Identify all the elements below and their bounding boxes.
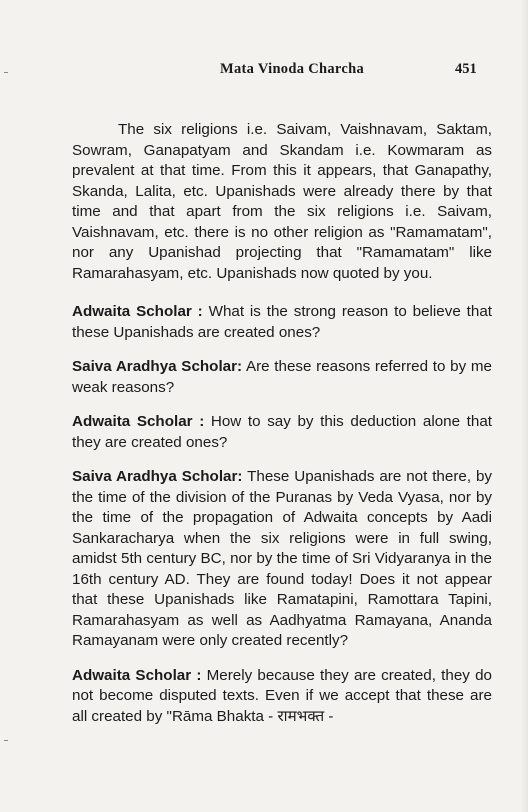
running-title: Mata Vinoda Charcha xyxy=(220,61,365,77)
margin-mark xyxy=(4,72,8,73)
speaker-label: Adwaita Scholar : xyxy=(72,666,202,684)
speaker-label: Saiva Aradhya Scholar: xyxy=(72,468,243,485)
dialogue-paragraph xyxy=(72,666,492,728)
paragraph-text: How to say by this deduction alone that they are created ones? xyxy=(72,413,492,451)
dialogue-paragraph xyxy=(72,357,492,398)
paragraph-intro xyxy=(72,120,492,284)
page-edge-shadow xyxy=(520,0,528,812)
paragraph-text: Are these reasons referred to by me weak reasons? xyxy=(72,358,492,396)
speaker-label: Saiva Aradhya Scholar: xyxy=(72,358,243,375)
speaker-label: Adwaita Scholar : xyxy=(72,413,205,430)
paragraph-text: These Upanishads are not there, by the time of the division of the Puranas by Veda Vyasa, nor by the time of the propagation of Adwaita concepts by Aadi Sankaracharya when the six religions were in full swing, amidst 5th century BC, nor by the time of Sri Vidyaranya in the 16th century AD. They are found today! Does it not appear that these Upanishads like Ramatapini, Ramottara Tapini, Ramarahasyam as well as Aadhyatma Ramayana, Ananda Ramayanam were only created recently? xyxy=(72,468,492,649)
margin-mark xyxy=(4,740,8,741)
page-body xyxy=(72,120,492,741)
speaker-label: Adwaita Scholar : xyxy=(72,303,203,320)
page-header xyxy=(0,61,528,81)
dialogue-paragraph xyxy=(72,467,492,652)
paragraph-text: Merely because they are created, they do not become disputed texts. Even if we accept that these are all created by "Rāma Bhakta - रामभक्त - xyxy=(72,666,492,725)
paragraph-text: The six religions i.e. Saivam, Vaishnavam, Saktam, Sowram, Ganapatyam and Skandam i.e. Kowmaram as prevalent at that time. From this it appears, that Ganapathy, Skanda, Lalita, etc. Upanishads were already there by that time and that apart from the six religions i.e. Saivam, Vaishnavam, etc. there is no other religion as "Ramamatam", nor any Upanishad projecting that "Ramamatam" like Ramarahasyam, etc. Upanishads now quoted by you. xyxy=(72,121,492,282)
page-number: 451 xyxy=(455,61,477,77)
dialogue-paragraph xyxy=(72,302,492,343)
dialogue-paragraph xyxy=(72,412,492,453)
paragraph-text: What is the strong reason to believe that these Upanishads are created ones? xyxy=(72,303,492,341)
